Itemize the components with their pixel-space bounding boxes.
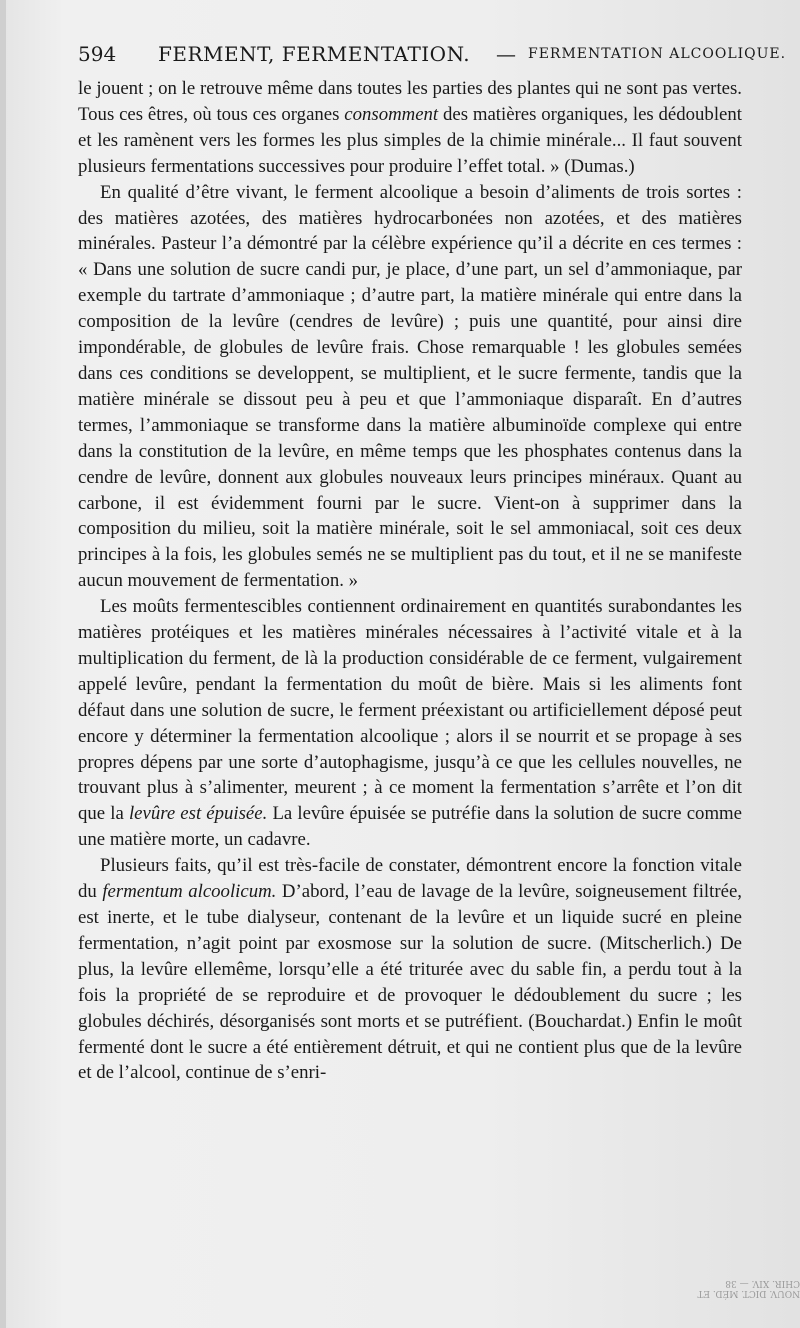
header-title: FERMENT, FERMENTATION. xyxy=(158,42,471,66)
paragraph-3: Les moûts fermentescibles contiennent ordinairement en quantités surabondantes les matières protéiques et les matières minérales nécessaires à l’activité vitale et à la multiplication du ferment, de là la production considérable de ce ferment, vulgairement appelé levûre, pendant la fermentation du moût de bière. Mais si les aliments font défaut dans une solution de sucre, le ferment préexistant ou artificiellement déposé peut encore y déterminer la fermentation alcoolique ; alors il se nourrit et se propage à ses propres dépens par une sorte d’autophagisme, jusqu’à ce que les cellules nouvelles, ne trouvant plus à s’alimenter, meurent ; à ce moment la fermentation s’arrête et l’on dit que la levûre est épuisée. La levûre épuisée se putréfie dans la solution de sucre comme une matière morte, un cadavre. xyxy=(78,596,742,851)
page-edge-shadow xyxy=(0,0,6,1328)
paragraph-4: Plusieurs faits, qu’il est très-facile de constater, démontrent encore la fonction vitale du fermentum alcoolicum. D’abord, l’eau de lavage de la levûre, soigneusement filtrée, est inerte, et le tube dialyseur, contenant de la levûre et un liquide sucré en pleine fermentation, n’agit point par exosmose sur la solution de sucre. (Mitscherlich.) De plus, la levûre ellemême, lorsqu’elle a été triturée avec du sable fin, a perdu tout à la fois la propriété de se reproduire et de provoquer le dédoublement du sucre ; les globules déchirés, désorganisés sont morts et se putréfient. (Bouchardat.) Enfin le moût fermenté dont le sucre a été entièrement détruit, et qui ne contient plus que de la levûre et de l’alcool, continue de s’enri- xyxy=(78,855,742,1084)
page-number: 594 xyxy=(78,42,117,66)
running-header xyxy=(78,42,787,70)
header-dash: — xyxy=(496,42,516,66)
paragraph-1: le jouent ; on le retrouve même dans toutes les parties des plantes qui ne sont pas vertes. Tous ces êtres, où tous ces organes consomment des matières organiques, les dédoublent et les ramènent vers les formes les plus simples de la chimie minérale... Il faut souvent plusieurs fermentations successives pour produire l’effet total. » (Dumas.) xyxy=(78,78,742,177)
paragraph-2: En qualité d’être vivant, le ferment alcoolique a besoin d’aliments de trois sortes : des matières azotées, des matières hydrocarbonées non azotées, et des matières minérales. Pasteur l’a démontré par la célèbre expérience qu’il a décrite en ces termes : « Dans une solution de sucre candi pur, je place, d’une part, un sel d’ammoniaque, par exemple du tartrate d’ammoniaque ; d’autre part, la matière minérale qui entre dans la composition de la levûre (cendres de levûre) ; puis une quantité, pour ainsi dire impondérable, de globules de levûre frais. Chose remarquable ! les globules semées dans ces conditions se developpent, se multiplient, et le sucre fermente, tandis que la matière minérale se dissout peu à peu et que l’ammoniaque disparaît. En d’autres termes, l’ammoniaque se transforme dans la matière albuminoïde complexe qui entre dans la constitution de la levûre, en même temps que les phosphates contenus dans la cendre de levûre, donnent aux globules nouveaux leurs principes minéraux. Quant au carbone, il est évidemment fourni par le sucre. Vient-on à supprimer dans la composition du milieu, soit la matière minérale, soit le sel ammoniacal, soit ces deux principes à la fois, les globules semés ne se multiplient pas du tout, et il ne se manifeste aucun mouvement de fermentation. » xyxy=(78,181,742,592)
bleed-through-signature: NOUV. DICT. MÉD. ET CHIR. XIV. — 38 xyxy=(697,1278,800,1298)
header-section: FERMENTATION ALCOOLIQUE. xyxy=(528,46,787,62)
body-text xyxy=(78,76,742,1086)
